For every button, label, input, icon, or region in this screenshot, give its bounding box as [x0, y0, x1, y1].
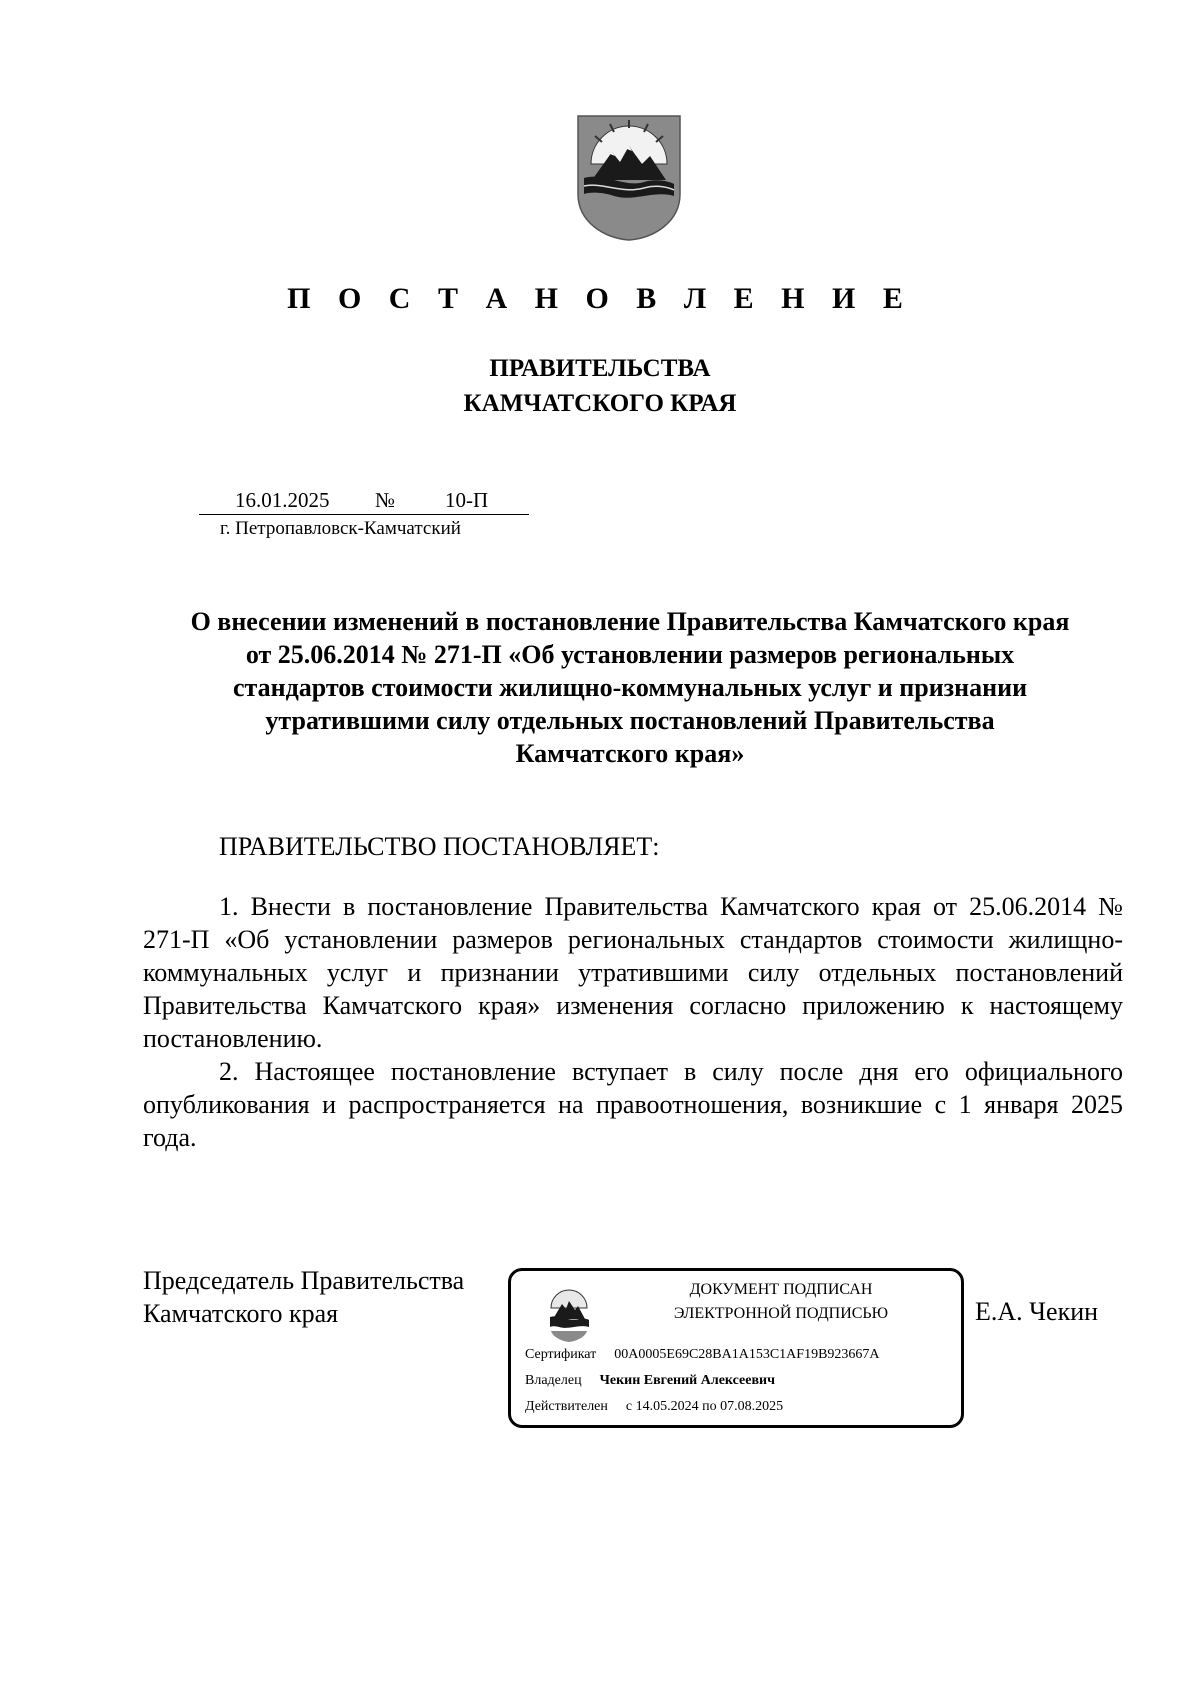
- signatory-position: [143, 1264, 464, 1330]
- certificate-value: 00A0005E69C28BA1A153C1AF19B923667A: [614, 1347, 880, 1362]
- electronic-signature-stamp: [508, 1268, 964, 1428]
- decree-statement: ПРАВИТЕЛЬСТВО ПОСТАНОВЛЯЕТ:: [219, 832, 660, 861]
- title-line: от 25.06.2014 № 271-П «Об установлении размеров региональных: [245, 640, 1015, 669]
- stamp-heading: ЭЛЕКТРОННОЙ ПОДПИСЬЮ: [673, 1305, 889, 1322]
- document-title: [140, 605, 1120, 770]
- certificate-label: Сертификат: [525, 1347, 597, 1362]
- owner-value: Чекин Евгений Алексеевич: [599, 1373, 775, 1388]
- date-number-line: [199, 488, 529, 515]
- title-line: утратившими силу отдельных постановлений Правительства: [265, 706, 995, 735]
- document-type: П О С Т А Н О В Л Е Н И Е: [287, 282, 913, 315]
- validity-label: Действителен: [525, 1399, 608, 1414]
- issuer-line: КАМЧАТСКОГО КРАЯ: [463, 390, 737, 417]
- document-number: 10-П: [445, 488, 489, 512]
- stamp-certificate-row: [525, 1347, 880, 1363]
- coat-of-arms-icon: [574, 112, 684, 242]
- position-line: Камчатского края: [143, 1299, 339, 1328]
- document-body: [143, 890, 1123, 1154]
- stamp-emblem-icon: [547, 1287, 591, 1343]
- signatory-name: Е.А. Чекин: [975, 1297, 1099, 1326]
- issuer: [0, 351, 1200, 421]
- title-line: стандартов стоимости жилищно-коммунальных услуг и признании: [232, 673, 1028, 702]
- owner-label: Владелец: [525, 1373, 582, 1388]
- paragraph-1: 1. Внести в постановление Правительства Камчатского края от 25.06.2014 № 271-П «Об установлении размеров региональных стандартов стоимости жилищно-коммунальных услуг и признании утратившими силу отдельных постановлений Правительства Камчатского края» изменения согласно приложению к настоящему постановлению.: [143, 892, 1123, 1053]
- stamp-owner-row: [525, 1373, 775, 1389]
- paragraph-2: 2. Настоящее постановление вступает в силу после дня его официального опубликования и распространяется на правоотношения, возникшие с 1 января 2025 года.: [143, 1057, 1123, 1152]
- document-date: 16.01.2025: [235, 488, 330, 512]
- title-line: О внесении изменений в постановление Правительства Камчатского края: [190, 607, 1070, 636]
- number-sign: №: [375, 488, 396, 512]
- city: г. Петропавловск-Камчатский: [220, 518, 461, 539]
- issuer-line: ПРАВИТЕЛЬСТВА: [489, 355, 711, 382]
- validity-value: с 14.05.2024 по 07.08.2025: [625, 1399, 784, 1414]
- title-line: Камчатского края»: [515, 739, 745, 768]
- stamp-heading: ДОКУМЕНТ ПОДПИСАН: [689, 1281, 873, 1298]
- position-line: Председатель Правительства: [143, 1266, 465, 1295]
- stamp-validity-row: [525, 1399, 783, 1415]
